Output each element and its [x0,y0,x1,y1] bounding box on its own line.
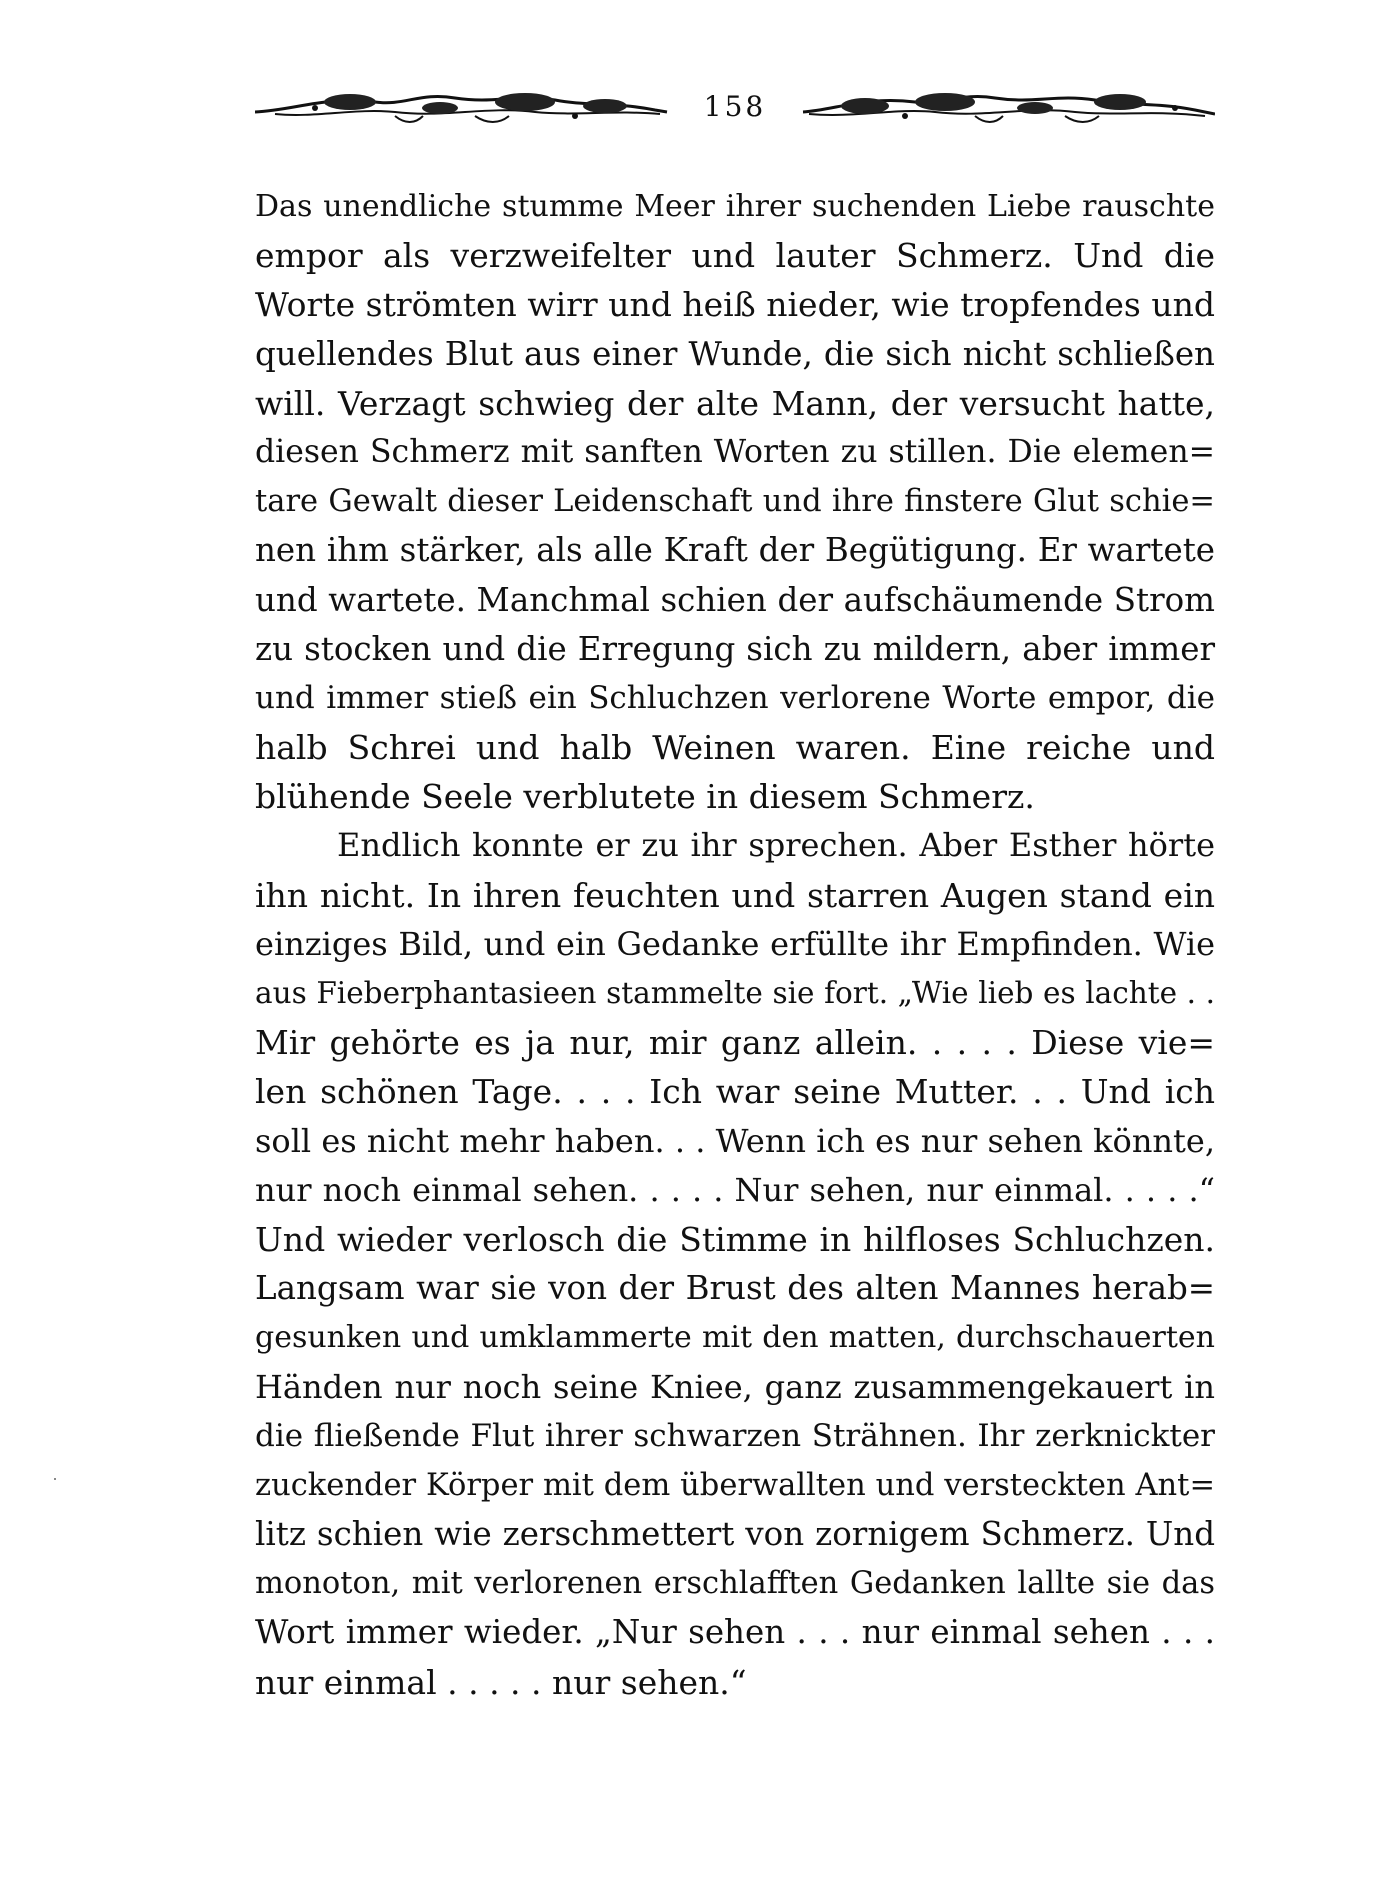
text-line: nur einmal . . . . . nur sehen.“ [255,1662,747,1702]
text-line: quellendes Blut aus einer Wunde, die sich nicht schließen [255,334,1215,373]
text-line: zu stocken und die Erregung sich zu mildern, aber immer [255,629,1215,668]
text-line: Das unendliche stumme Meer ihrer suchenden Liebe rauschte [255,189,1215,224]
text-line: soll es nicht mehr haben. . . Wenn ich es nur sehen könnte, [255,1121,1215,1160]
text-line: blühende Seele verblutete in diesem Schmerz. [255,777,1035,817]
body-text [255,182,1215,1707]
text-line: Wort immer wieder. „Nur sehen . . . nur einmal sehen . . . [255,1613,1215,1652]
text-line: len schönen Tage. . . . Ich war seine Mutter. . . Und ich [255,1072,1215,1112]
text-line: ihn nicht. In ihren feuchten und starren Augen stand ein [255,875,1215,915]
page-header [255,82,1215,132]
text-line: halb Schrei und halb Weinen waren. Eine reiche und [255,728,1215,768]
text-line: Worte strömten wirr und heiß nieder, wie tropfendes und [255,285,1215,325]
text-line: litz schien wie zerschmettert von zornigem Schmerz. Und [255,1515,1215,1554]
text-line: monoton, mit verlorenen erschlafften Gedanken lallte sie das [255,1566,1215,1602]
text-line: tare Gewalt dieser Leidenschaft und ihre finstere Glut schie= [255,484,1215,520]
text-line: gesunken und umklammerte mit den matten, durchschauerten [255,1320,1215,1356]
text-line: und immer stieß ein Schluchzen verlorene Worte empor, die [255,679,1215,716]
page-number: 158 [703,90,767,123]
text-line: die fließende Flut ihrer schwarzen Strähnen. Ihr zerknickter [255,1417,1215,1454]
text-line: will. Verzagt schwieg der alte Mann, der versucht hatte, [255,383,1215,423]
text-line: Langsam war sie von der Brust des alten Mannes herab= [255,1269,1215,1308]
text-line: und wartete. Manchmal schien der aufschäumende Strom [255,580,1215,619]
text-line: nen ihm stärker, als alle Kraft der Begütigung. Er wartete [255,531,1215,570]
text-line: zuckender Körper mit dem überwallten und versteckten Ant= [255,1467,1215,1503]
text-line: einziges Bild, und ein Gedanke erfüllte ihr Empfinden. Wie [255,924,1215,963]
text-line: Mir gehörte es ja nur, mir ganz allein. . . . . Diese vie= [255,1023,1215,1063]
text-line: Endlich konnte er zu ihr sprechen. Aber Esther hörte [337,826,1215,865]
text-line: empor als verzweifelter und lauter Schmerz. Und die [255,236,1215,276]
floral-ornament-left-icon [255,88,675,128]
text-line: Und wieder verlosch die Stimme in hilfloses Schluchzen. [255,1219,1215,1259]
text-line: aus Fieberphantasieen stammelte sie fort. „Wie lieb es lachte . . [255,976,1215,1010]
margin-speck [54,1478,56,1480]
text-line: nur noch einmal sehen. . . . . Nur sehen, nur einmal. . . . .“ [255,1170,1215,1209]
text-line: Händen nur noch seine Kniee, ganz zusammengekauert in [255,1367,1215,1406]
floral-ornament-right-icon [795,88,1215,128]
text-line: diesen Schmerz mit sanften Worten zu stillen. Die elemen= [255,433,1215,470]
